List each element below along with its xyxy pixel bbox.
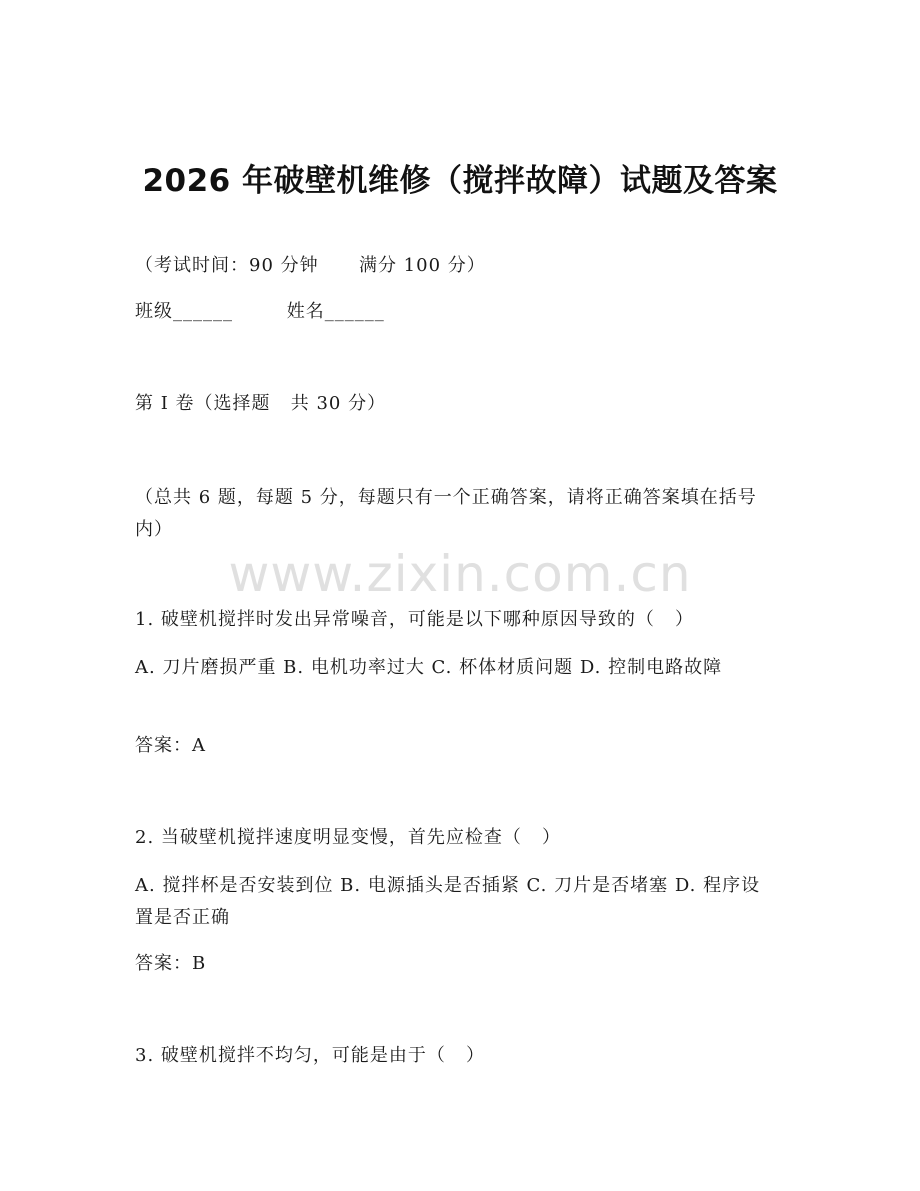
name-fields: 班级______ 姓名______ [135, 301, 385, 322]
instructions: （总共 6 题，每题 5 分，每题只有一个正确答案，请将正确答案填在括号内） [135, 487, 757, 540]
question-2-stem: 2. 当破壁机搅拌速度明显变慢，首先应检查（ ） [135, 827, 562, 848]
question-2-answer: 答案：B [135, 953, 207, 974]
question-1-options: A. 刀片磨损严重 B. 电机功率过大 C. 杯体材质问题 D. 控制电路故障 [135, 657, 723, 678]
question-1-stem: 1. 破壁机搅拌时发出异常噪音，可能是以下哪种原因导致的（ ） [135, 609, 695, 630]
question-2-options: A. 搅拌杯是否安装到位 B. 电源插头是否插紧 C. 刀片是否堵塞 D. 程序设置是否正确 [135, 875, 761, 928]
question-3-stem: 3. 破壁机搅拌不均匀，可能是由于（ ） [135, 1045, 486, 1066]
exam-info: （考试时间：90 分钟 满分 100 分） [135, 255, 486, 276]
question-1-answer: 答案：A [135, 735, 206, 756]
section-heading: 第 I 卷（选择题 共 30 分） [135, 393, 387, 414]
document-title: 2026 年破壁机维修（搅拌故障）试题及答案 [142, 163, 778, 199]
watermark: www.zixin.com.cn [228, 545, 692, 603]
